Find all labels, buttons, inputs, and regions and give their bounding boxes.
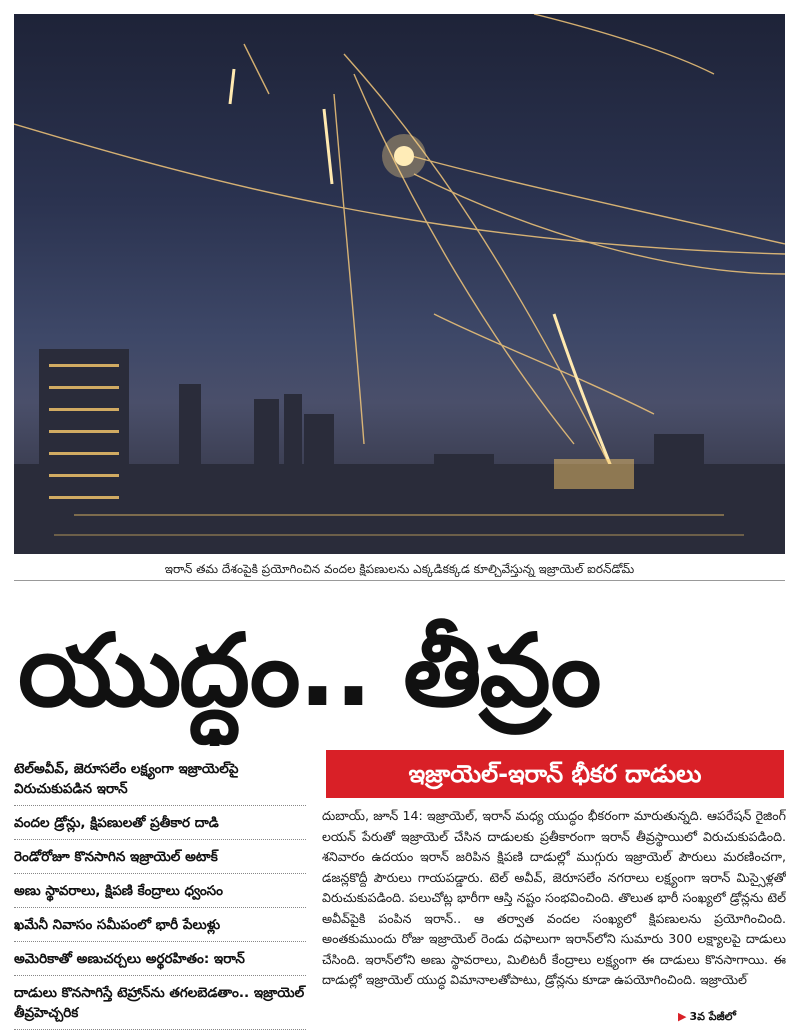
- news-photo: [14, 14, 785, 554]
- photo-caption: ఇరాన్ తమ దేశంపైకి ప్రయోగించిన వందల క్షిపణులను ఎక్కడికక్కడ కూల్చివేస్తున్న ఇజ్రాయెల్ ఐరన్‌డోమ్: [14, 558, 785, 581]
- highlights-list: [14, 752, 306, 1030]
- continued-label: 3వ పేజీలో: [689, 1010, 736, 1023]
- highlight-item: టెల్‌అవీవ్, జెరూసలేం లక్ష్యంగా ఇజ్రాయెల్‌పై విరుచుకుపడిన ఇరాన్: [14, 752, 306, 806]
- highlight-item: రెండోరోజూ కొనసాగిన ఇజ్రాయెల్ అటాక్: [14, 840, 306, 874]
- continued-link[interactable]: [676, 1010, 738, 1026]
- night-sky-missile-image: [14, 14, 785, 554]
- arrow-icon: ▶: [678, 1010, 687, 1023]
- highlight-item: అణు స్థావరాలు, క్షిపణి కేంద్రాలు ధ్వంసం: [14, 874, 306, 908]
- highlight-item: వందల డ్రోన్లు, క్షిపణులతో ప్రతీకార దాడి: [14, 806, 306, 840]
- highlight-item: దాడులు కొనసాగిస్తే టెహ్రాన్‌ను తగలబెడతాం.. ఇజ్రాయెల్ తీవ్రహెచ్చరిక: [14, 976, 306, 1030]
- highlight-item: అమెరికాతో అణుచర్చలు అర్థరహితం: ఇరాన్: [14, 942, 306, 976]
- highlight-item: ఖమేనీ నివాసం సమీపంలో భారీ పేలుళ్లు: [14, 908, 306, 942]
- article-body: దుబాయ్, జూన్ 14: ఇజ్రాయెల్, ఇరాన్ మధ్య యుద్ధం భీకరంగా మారుతున్నది. ఆపరేషన్ రైజింగ్ లయన్ పేరుతో ఇజ్రాయెల్ చేసిన దాడులకు ప్రతీకారంగా ఇరాన్ తీవ్రస్థాయిలో విరుచుకుపడింది. శనివారం ఉదయం ఇరాన్ జరిపిన క్షిపణి దాడుల్లో ముగ్గురు ఇజ్రాయెల్ పౌరులు మరణించగా, డజన్లకొద్దీ పౌరులు గాయపడ్డారు. టెల్ అవీవ్, జెరూసలేం నగరాలు లక్ష్యంగా ఇరాన్ మిస్సైళ్లతో విరుచుకుపడింది. పలుచోట్ల భారీగా ఆస్తి నష్టం సంభవించింది. తొలుత భారీ సంఖ్యలో డ్రోన్లను టెల్ అవీవ్‌పైకి పంపిన ఇరాన్.. ఆ తర్వాత వందల సంఖ్యలో క్షిపణులను ప్రయోగించింది. అంతకుముందు రోజు ఇజ్రాయెల్ రెండు దఫాలుగా ఇరాన్‌లోని సుమారు 300 లక్ష్యాలపై దాడులు చేసింది. ఇరాన్‌లోని అణు స్థావరాలు, మిలిటరీ కేంద్రాలు లక్ష్యంగా ఈ దాడులు కొనసాగాయి. ఈ దాడుల్లో ఇజ్రాయెల్ యుద్ధ విమానాలతోపాటు, డ్రోన్లను కూడా ఉపయోగించింది. ఇజ్రాయెల్: [322, 808, 786, 987]
- headline: యుద్ధం.. తీవ్రం: [18, 612, 600, 729]
- subheadline-banner: ఇజ్రాయెల్-ఇరాన్ భీకర దాడులు: [326, 750, 784, 798]
